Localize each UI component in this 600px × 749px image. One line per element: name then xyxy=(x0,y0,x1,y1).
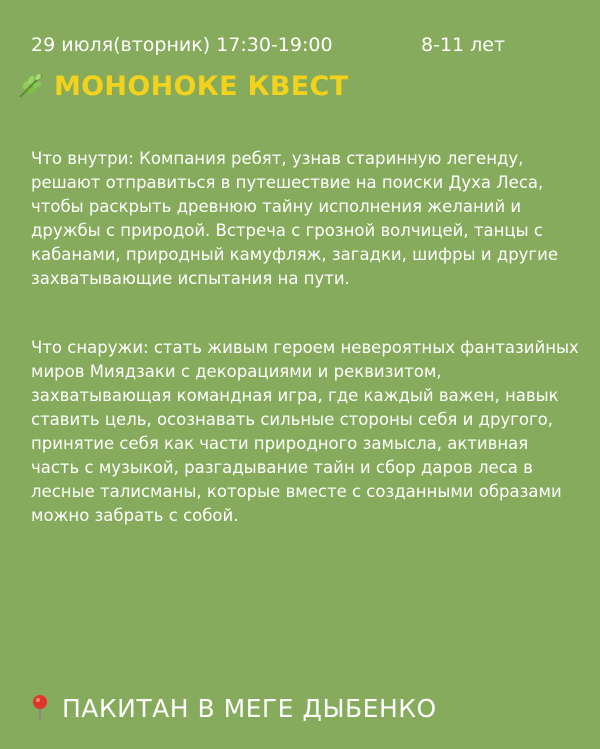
location-row xyxy=(30,690,437,726)
description-outside: Что снаружи: стать живым героем невероятных фантазийных миров Миядзаки с декорациями и реквизитом, захватывающая командная игра, где каждый важен, навык ставить цель, осознавать сильные стороны себя и другого, принятие себя как части природного замысла, активная часть с музыкой, разгадывание тайн и сбор даров леса в лесные талисманы, которые вместе с созданными образами можно забрать с собой. xyxy=(31,338,579,525)
age-range: 8-11 лет xyxy=(421,34,506,56)
leaf-icon xyxy=(16,71,46,101)
location-pin-icon xyxy=(30,694,50,722)
event-title: МОНОНОКЕ КВЕСТ xyxy=(54,70,349,102)
event-header xyxy=(31,32,571,58)
title-row xyxy=(16,66,348,106)
description-inside: Что внутри: Компания ребят, узнав старинную легенду, решают отправиться в путешествие на поиски Духа Леса, чтобы раскрыть древнюю тайну исполнения желаний и дружбы с природой. Встреча с грозной волчицей, танцы с кабанами, природный камуфляж, загадки, шифры и другие захватывающие испытания на пути. xyxy=(31,149,558,288)
event-date-time: 29 июля(вторник) 17:30-19:00 xyxy=(31,34,333,56)
location-text: ПАКИТАН В МЕГЕ ДЫБЕНКО xyxy=(62,693,437,723)
